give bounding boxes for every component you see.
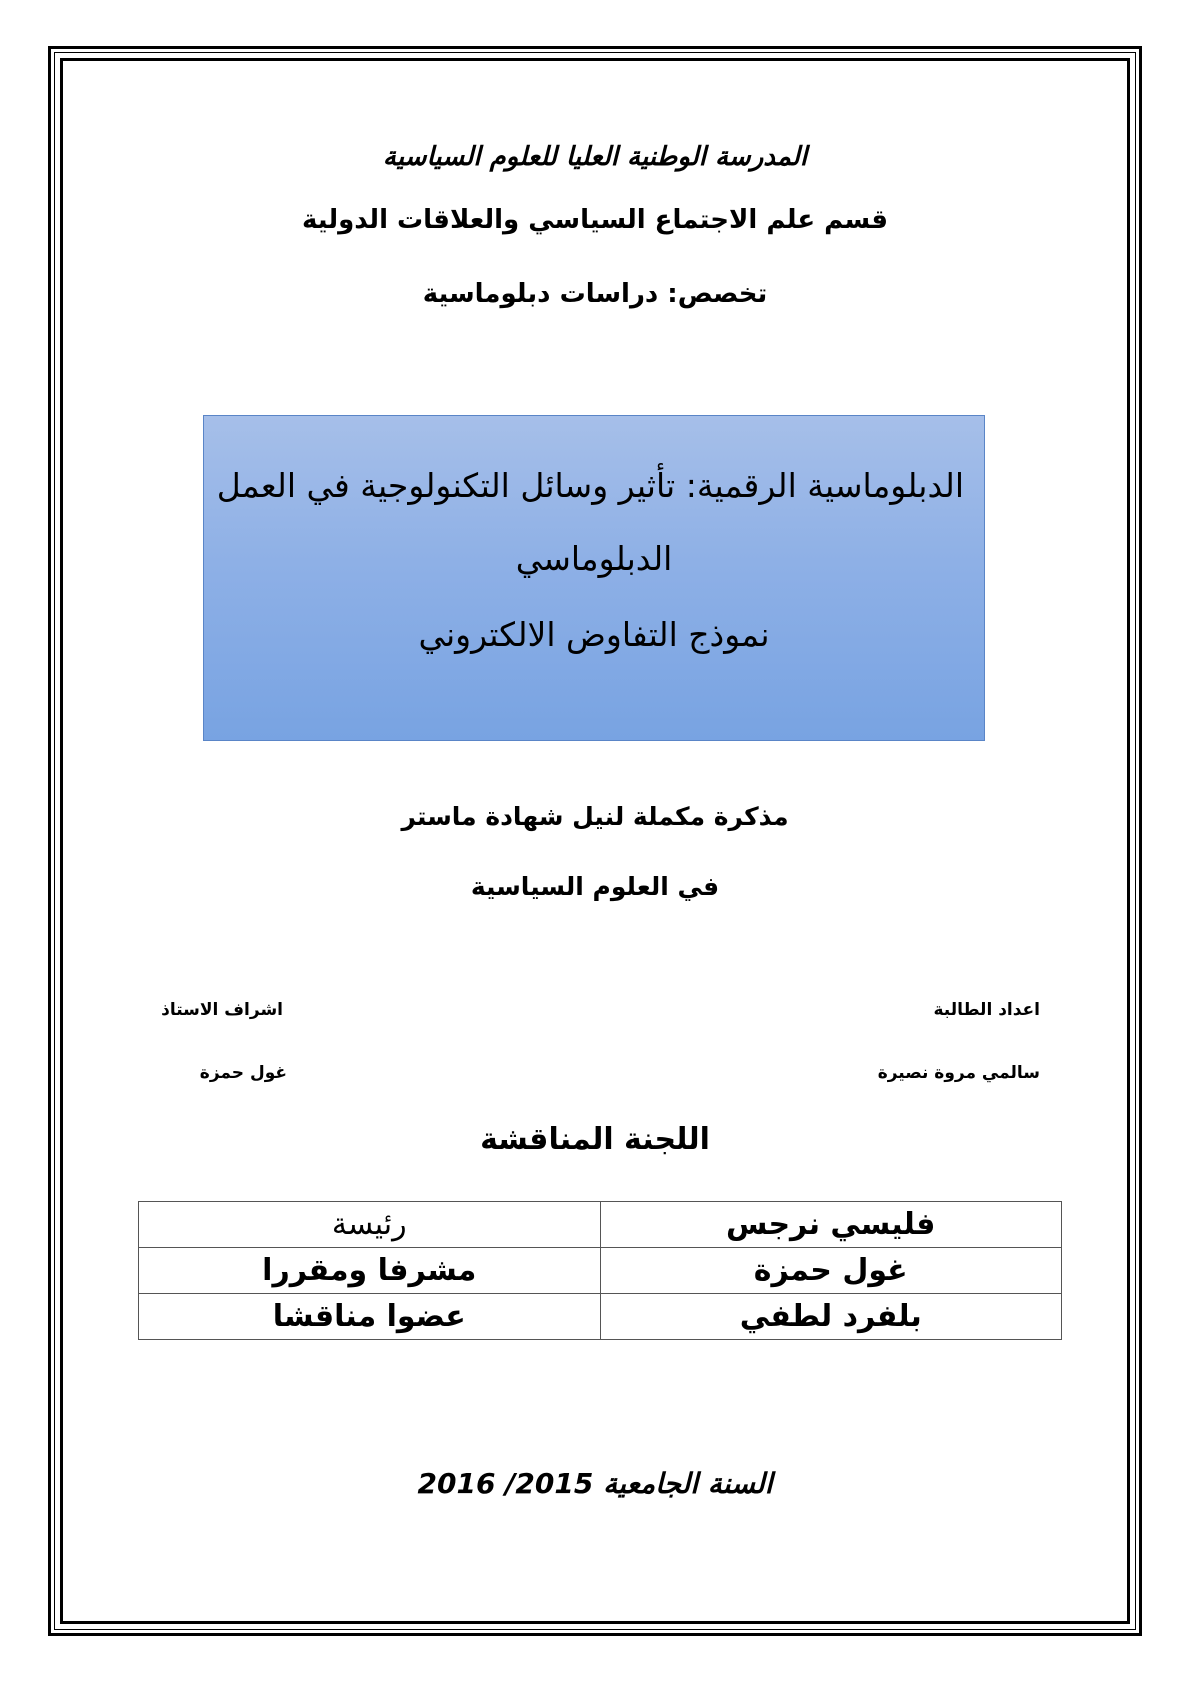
- committee-title: اللجنة المناقشة: [480, 1122, 710, 1157]
- specialty: تخصص: دراسات دبلوماسية: [422, 279, 768, 309]
- committee-member-role: عضوا مناقشا: [139, 1294, 601, 1340]
- thesis-title-line-2: الدبلوماسي: [515, 539, 673, 578]
- academic-year: السنة الجامعية 2015/ 2016: [417, 1467, 773, 1500]
- table-row: [139, 1202, 1062, 1248]
- committee-table: [138, 1201, 1062, 1340]
- committee-member-name: فليسي نرجس: [600, 1202, 1062, 1248]
- committee-member-name: غول حمزة: [600, 1248, 1062, 1294]
- committee-member-role: مشرفا ومقررا: [139, 1248, 601, 1294]
- department-name: قسم علم الاجتماع السياسي والعلاقات الدولية: [301, 205, 888, 235]
- student-name: سالمي مروة نصيرة: [877, 1063, 1040, 1083]
- thesis-title-box: [203, 415, 985, 741]
- thesis-field: في العلوم السياسية: [470, 872, 720, 901]
- committee-member-name: بلفرد لطفي: [600, 1294, 1062, 1340]
- supervisor-name: غول حمزة: [199, 1063, 287, 1083]
- supervisor-label: اشراف الاستاذ: [161, 1000, 283, 1020]
- committee-member-role: رئيسة: [139, 1202, 601, 1248]
- thesis-degree: مذكرة مكملة لنيل شهادة ماستر: [401, 802, 789, 831]
- student-label: اعداد الطالبة: [933, 1000, 1040, 1020]
- school-name: المدرسة الوطنية العليا للعلوم السياسية: [382, 142, 808, 172]
- table-row: [139, 1248, 1062, 1294]
- thesis-title-line-1: الدبلوماسية الرقمية: تأثير وسائل التكنولوجية في العمل: [216, 466, 964, 505]
- table-row: [139, 1294, 1062, 1340]
- thesis-subtitle: نموذج التفاوض الالكتروني: [418, 615, 770, 654]
